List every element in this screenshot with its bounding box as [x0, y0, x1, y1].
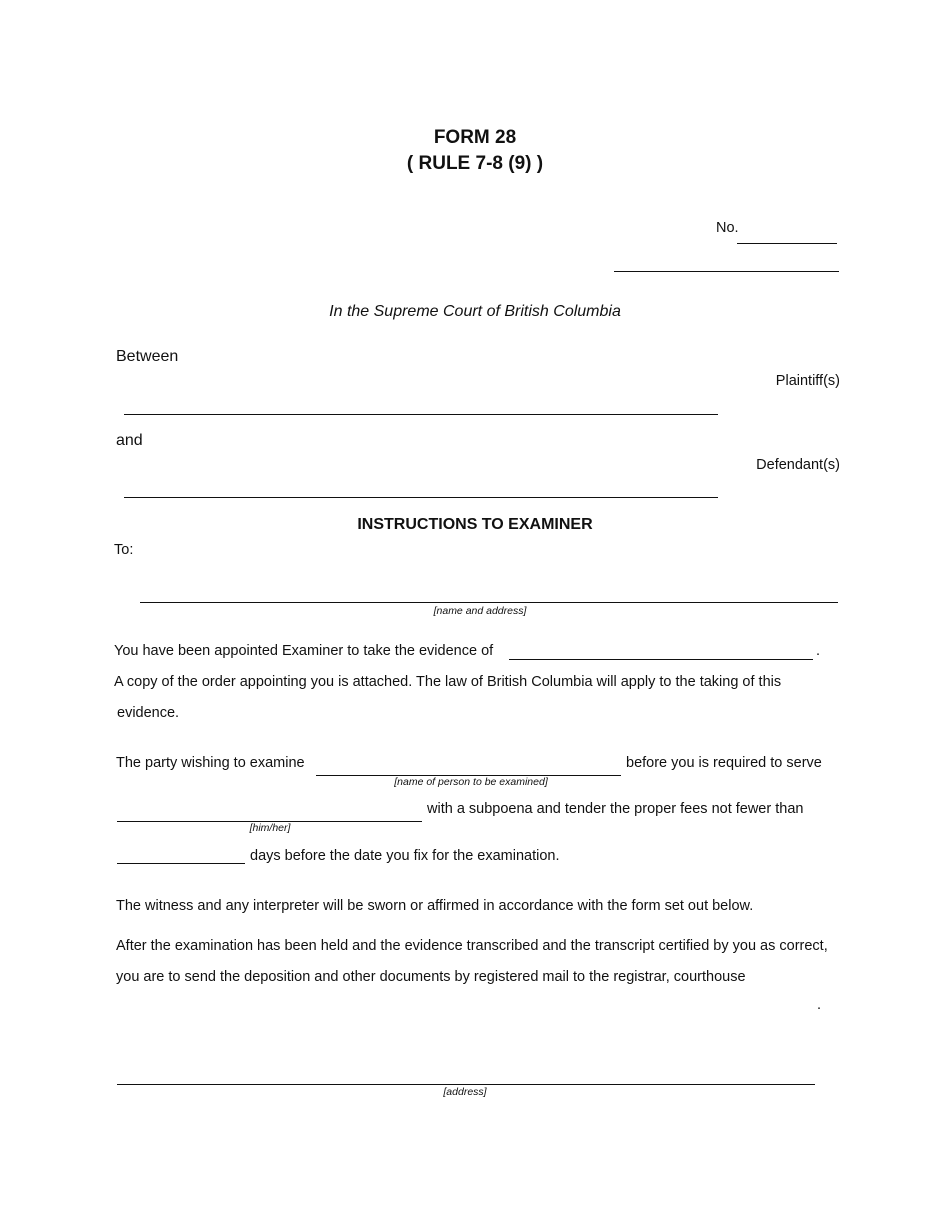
defendant-label: Defendant(s): [756, 457, 840, 473]
sworn-text: The witness and any interpreter will be sworn or affirmed in accordance with the form set out below.: [116, 898, 754, 914]
days-field[interactable]: [117, 863, 245, 864]
to-label: To:: [114, 542, 134, 558]
person-examined-caption: [name of person to be examined]: [394, 776, 548, 788]
evidence-text: evidence.: [117, 705, 180, 721]
witness-name-field[interactable]: [509, 659, 813, 660]
subpoena-text: with a subpoena and tender the proper fees not fewer than: [427, 801, 804, 817]
courthouse-period: .: [817, 997, 822, 1013]
order-copy-text: A copy of the order appointing you is attached. The law of British Columbia will apply to the taking of this: [114, 674, 782, 690]
appointed-text: You have been appointed Examiner to take the evidence of: [114, 643, 494, 659]
defendant-field[interactable]: [124, 497, 718, 498]
name-and-address-field[interactable]: [140, 602, 838, 603]
courthouse-address-caption: [address]: [443, 1086, 487, 1098]
name-and-address-caption: [name and address]: [433, 605, 527, 617]
required-to-serve-text: before you is required to serve: [626, 755, 822, 771]
courthouse-address-field[interactable]: [117, 1084, 815, 1085]
instructions-heading: INSTRUCTIONS TO EXAMINER: [357, 516, 593, 533]
court-name: In the Supreme Court of British Columbia: [329, 303, 621, 320]
registry-field[interactable]: [614, 271, 839, 272]
days-before-text: days before the date you fix for the examination.: [250, 848, 560, 864]
rule-reference: ( RULE 7-8 (9) ): [406, 153, 544, 174]
file-number-field[interactable]: [737, 243, 837, 244]
after-examination-text: After the examination has been held and the evidence transcribed and the transcript certified by you as correct,: [116, 938, 828, 954]
and-label: and: [116, 432, 143, 449]
plaintiff-label: Plaintiff(s): [775, 373, 840, 389]
pronoun-caption: [him/her]: [249, 822, 291, 834]
file-number-label: No.: [716, 220, 739, 236]
appointed-period: .: [816, 643, 821, 659]
form-title: FORM 28: [433, 127, 517, 148]
send-deposition-text: you are to send the deposition and other documents by registered mail to the registrar, courthouse: [116, 969, 746, 985]
party-wishing-text: The party wishing to examine: [116, 755, 305, 771]
plaintiff-field[interactable]: [124, 414, 718, 415]
between-label: Between: [116, 348, 179, 365]
